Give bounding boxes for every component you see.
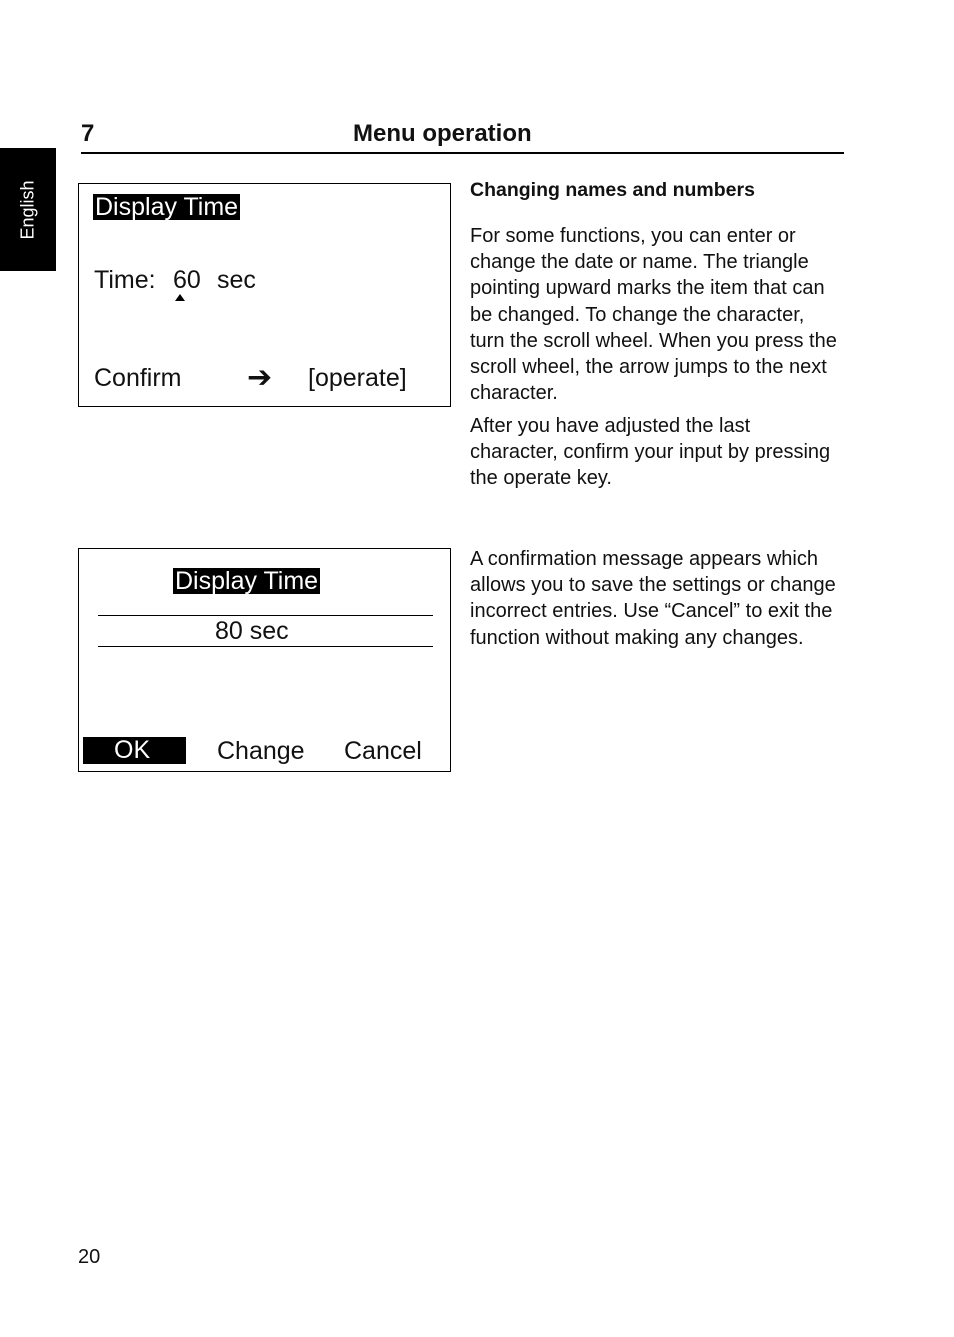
paragraph: For some functions, you can enter or change the date or name. The triangle pointing upward marks the item that can be changed. To change the character, turn the scroll wheel. When you press the scroll wheel, the arrow jumps to the next character. [470,225,837,405]
change-option: Change [217,737,305,765]
display-screen-edit [78,183,451,407]
chapter-title: Menu operation [353,120,532,147]
ok-option: OK [83,737,186,764]
divider [98,615,433,616]
display-screen-confirm [78,548,451,772]
section-heading: Changing names and numbers [470,179,755,201]
cancel-option: Cancel [344,737,422,765]
chapter-number: 7 [81,120,95,147]
divider [98,646,433,647]
page-number: 20 [78,1246,101,1268]
language-tab [0,148,56,271]
time-unit: sec [217,266,256,294]
arrow-right-icon: ➔ [247,361,273,394]
screen-title: Display Time [175,567,319,595]
time-value: 60 [173,266,201,294]
operate-label: [operate] [308,364,407,392]
screen-title: Display Time [95,193,239,221]
time-label: Time: [94,266,156,294]
paragraph: After you have adjusted the last character, confirm your input by pressing the operate key. [470,415,831,490]
triangle-up-icon [175,294,185,301]
paragraph: A confirmation message appears which allows you to save the settings or change incorrect entries. Use “Cancel” to exit the function without making any changes. [470,548,836,649]
chapter-header [81,118,844,154]
confirm-label: Confirm [94,364,182,392]
value-display: 80 sec [215,617,289,645]
language-label: English [17,180,38,240]
